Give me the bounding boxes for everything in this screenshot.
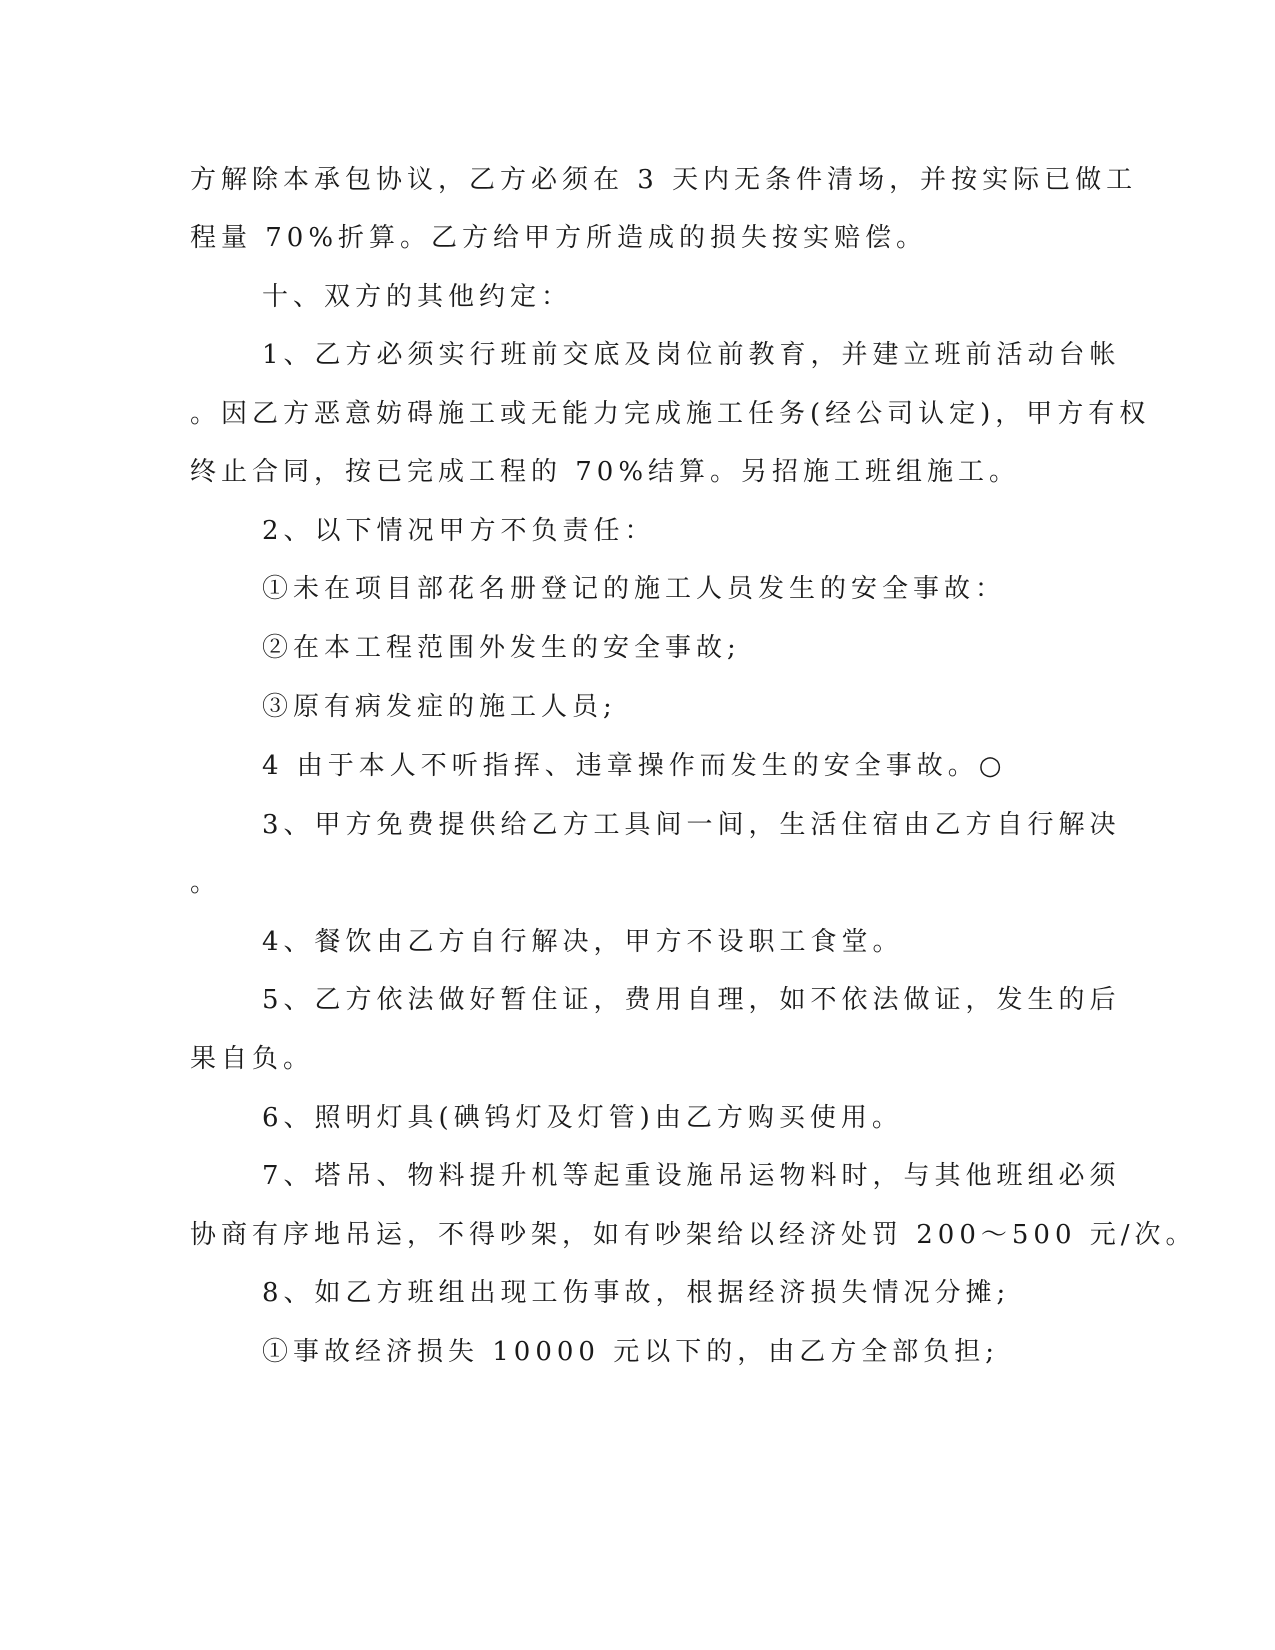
text-line-20: 8、如乙方班组出现工伤事故，根据经济损失情况分摊; xyxy=(262,1278,1011,1308)
text-line-7: 2、以下情况甲方不负责任： xyxy=(262,516,656,546)
text-line-4: 1、乙方必须实行班前交底及岗位前教育，并建立班前活动台帐 xyxy=(262,340,1121,370)
text-line-19: 协商有序地吊运，不得吵架，如有吵架给以经济处罚 200～500 元/次。 xyxy=(190,1220,1197,1250)
text-line-11: 4 由于本人不听指挥、违章操作而发生的安全事故。○ xyxy=(262,751,1007,781)
section-heading-10: 十、双方的其他约定： xyxy=(262,282,573,312)
text-line-5: 。因乙方恶意妨碍施工或无能力完成施工任务(经公司认定)，甲方有权 xyxy=(190,399,1151,429)
text-line-17: 6、照明灯具(碘钨灯及灯管)由乙方购买使用。 xyxy=(262,1103,903,1133)
text-line-21: ①事故经济损失 10000 元以下的，由乙方全部负担; xyxy=(262,1337,999,1367)
text-line-15: 5、乙方依法做好暂住证，费用自理，如不依法做证，发生的后 xyxy=(262,985,1121,1015)
text-line-6: 终止合同，按已完成工程的 70%结算。另招施工班组施工。 xyxy=(190,457,1021,487)
text-line-10: ③原有病发症的施工人员; xyxy=(262,692,617,722)
text-line-9: ②在本工程范围外发生的安全事故; xyxy=(262,633,741,663)
text-line-18: 7、塔吊、物料提升机等起重设施吊运物料时，与其他班组必须 xyxy=(262,1161,1121,1191)
text-line-12: 3、甲方免费提供给乙方工具间一间，生活住宿由乙方自行解决 xyxy=(262,810,1121,840)
text-line-16: 果自负。 xyxy=(190,1044,315,1074)
text-line-13: 。 xyxy=(190,868,222,898)
text-line-1: 方解除本承包协议，乙方必须在 3 天内无条件清场，并按实际已做工 xyxy=(190,165,1138,195)
text-line-8: ①未在项目部花名册登记的施工人员发生的安全事故： xyxy=(262,574,1007,604)
text-line-14: 4、餐饮由乙方自行解决，甲方不设职工食堂。 xyxy=(262,927,904,957)
text-line-2: 程量 70%折算。乙方给甲方所造成的损失按实赔偿。 xyxy=(190,223,928,253)
